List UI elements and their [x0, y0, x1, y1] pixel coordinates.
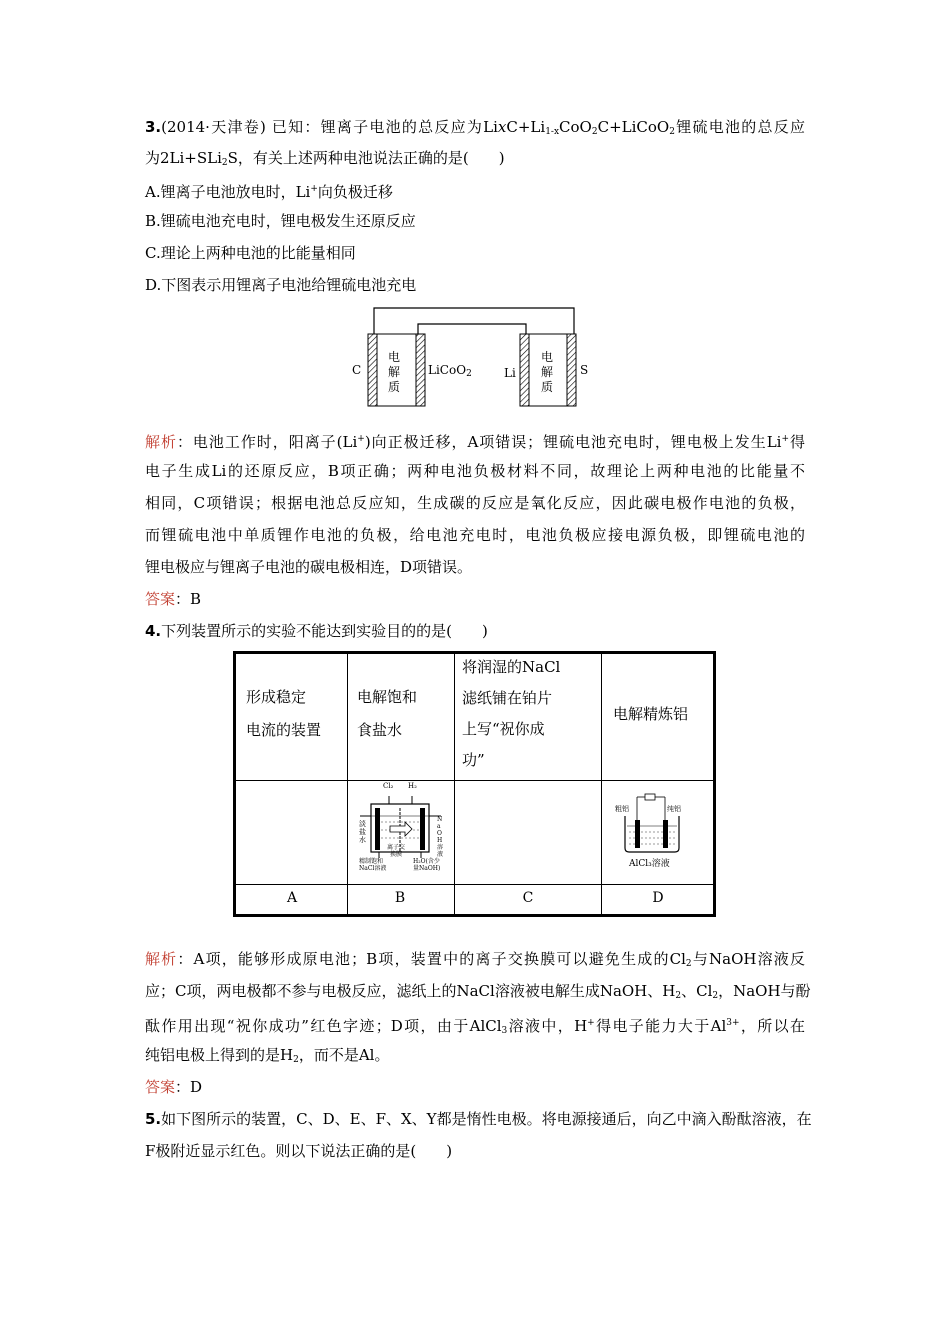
electrode-s	[567, 334, 576, 406]
q3-line-1: 3.(2014·天津卷) 已知：锂离子电池的总反应为$LixC+Li_{1-x}CoO_2C+LiCoO_2$锂硫电池的总反应	[145, 118, 805, 137]
label-c: C	[522, 890, 534, 906]
q3-option-d: D.下图表示用锂离子电池给锂硫电池充电	[145, 276, 417, 294]
electrode-licoo2	[416, 334, 425, 406]
q3-analysis-line-1: 解析：电池工作时，阳离子(Li+)向正极迁移，A项错误；锂硫电池充电时，锂电极上发生Li+得	[145, 433, 805, 451]
q4-analysis-line-4: 纯铝电极上得到的是$H_2$，而不是Al。	[145, 1046, 390, 1065]
cell-a-text: 形成稳定 电流的装置	[246, 688, 322, 739]
label-c: C	[352, 363, 362, 377]
cell-c-text: 将润湿的NaCl 滤纸铺在铂片 上写“祝你成 功”	[462, 658, 561, 769]
q3-answer: 答案：B	[145, 590, 202, 608]
q3-analysis-line-2: 电子生成Li的还原反应，B项正确；两种电池负极材料不同，故理论上两种电池的比能量不	[145, 462, 805, 480]
label-a: A	[286, 890, 298, 906]
q3-line-2: 为2Li+SLi$_2$S，有关上述两种电池说法正确的是( )	[145, 149, 505, 168]
inner-wire	[418, 324, 526, 334]
answer-label: 答案	[145, 1078, 176, 1096]
cell-b-text: 电解饱和 食盐水	[357, 688, 418, 739]
q3-analysis-line-5: 锂电极应与锂离子电池的碳电极相连，D项错误。	[145, 558, 473, 576]
label-licoo2: LiCoO$_2$	[428, 363, 472, 379]
q4-analysis-line-3: 酞作用出现“祝你成功”红色字迹；D项，由于AlCl$_3$溶液中，H+得电子能力大于$Al^{3+}$，所以在	[145, 1017, 805, 1036]
q4-line-1: 4.下列装置所示的实验不能达到实验目的的是( )	[145, 622, 488, 640]
analysis-label: 解析	[145, 950, 178, 968]
answer-label: 答案	[145, 590, 176, 608]
label-d: D	[652, 890, 664, 906]
q4-analysis-line-2: 应；C项，两电极都不参与电极反应，滤纸上的NaCl溶液被电解生成NaOH、$H_2$、$Cl_2$，NaOH与酚	[145, 982, 811, 1001]
electrolyte-label-2: 电 解 质	[541, 350, 554, 394]
q3-analysis-line-3: 相同，C项错误；根据电池总反应知，生成碳的反应是氧化反应，因此碳电极作电池的负极，	[145, 494, 805, 512]
electrode-li	[520, 334, 529, 406]
q4-analysis-line-1: 解析：A项，能够形成原电池；B项，装置中的离子交换膜可以避免生成的$Cl_2$与NaOH溶液反	[145, 950, 805, 969]
q5-line-2: F极附近显示红色。则以下说法正确的是( )	[145, 1142, 453, 1160]
q3-option-c: C.理论上两种电池的比能量相同	[145, 244, 356, 262]
q3-analysis-line-4: 而锂硫电池中单质锂作电池的负极，给电池充电时，电池负极应接电源负极，即锂硫电池的	[145, 526, 805, 544]
label-b: B	[394, 890, 406, 906]
q5-line-1: 5.如下图所示的装置，C、D、E、F、X、Y都是惰性电极。将电源接通后，向乙中滴入酚酞溶液，在	[145, 1110, 812, 1128]
label-li: Li	[504, 366, 516, 380]
q4-table	[233, 651, 716, 917]
figure-d-aluminium-refining: 粗铝 纯铝 AlCl₃溶液	[615, 790, 689, 874]
q4-number: 4.	[145, 622, 162, 640]
battery-diagram-svg	[350, 306, 595, 410]
col-divider	[454, 654, 455, 914]
electrode-c	[368, 334, 377, 406]
q5-number: 5.	[145, 1110, 162, 1128]
col-divider	[347, 654, 348, 914]
electrolyte-label-1: 电 解 质	[388, 350, 401, 394]
analysis-label: 解析	[145, 433, 177, 451]
q3-option-a: A.锂离子电池放电时，Li+向负极迁移	[145, 183, 393, 201]
figure-b-brine-electrolysis: Cl₂ H₂ 淡 盐 水 NaOH溶液 离子交 换膜 精制饱和 NaCl溶液 H₂O(含少 量NaOH)	[359, 782, 444, 872]
q3-option-b: B.锂硫电池充电时，锂电极发生还原反应	[145, 212, 416, 230]
row-divider	[236, 780, 713, 781]
q4-answer: 答案：D	[145, 1078, 203, 1096]
battery-diagram	[350, 306, 595, 410]
cell-d-text: 电解精炼铝	[613, 705, 689, 723]
outer-wire	[374, 308, 574, 334]
label-s: S	[580, 363, 589, 377]
q3-number: 3.	[145, 118, 162, 136]
col-divider	[601, 654, 602, 914]
row-divider	[236, 884, 713, 885]
